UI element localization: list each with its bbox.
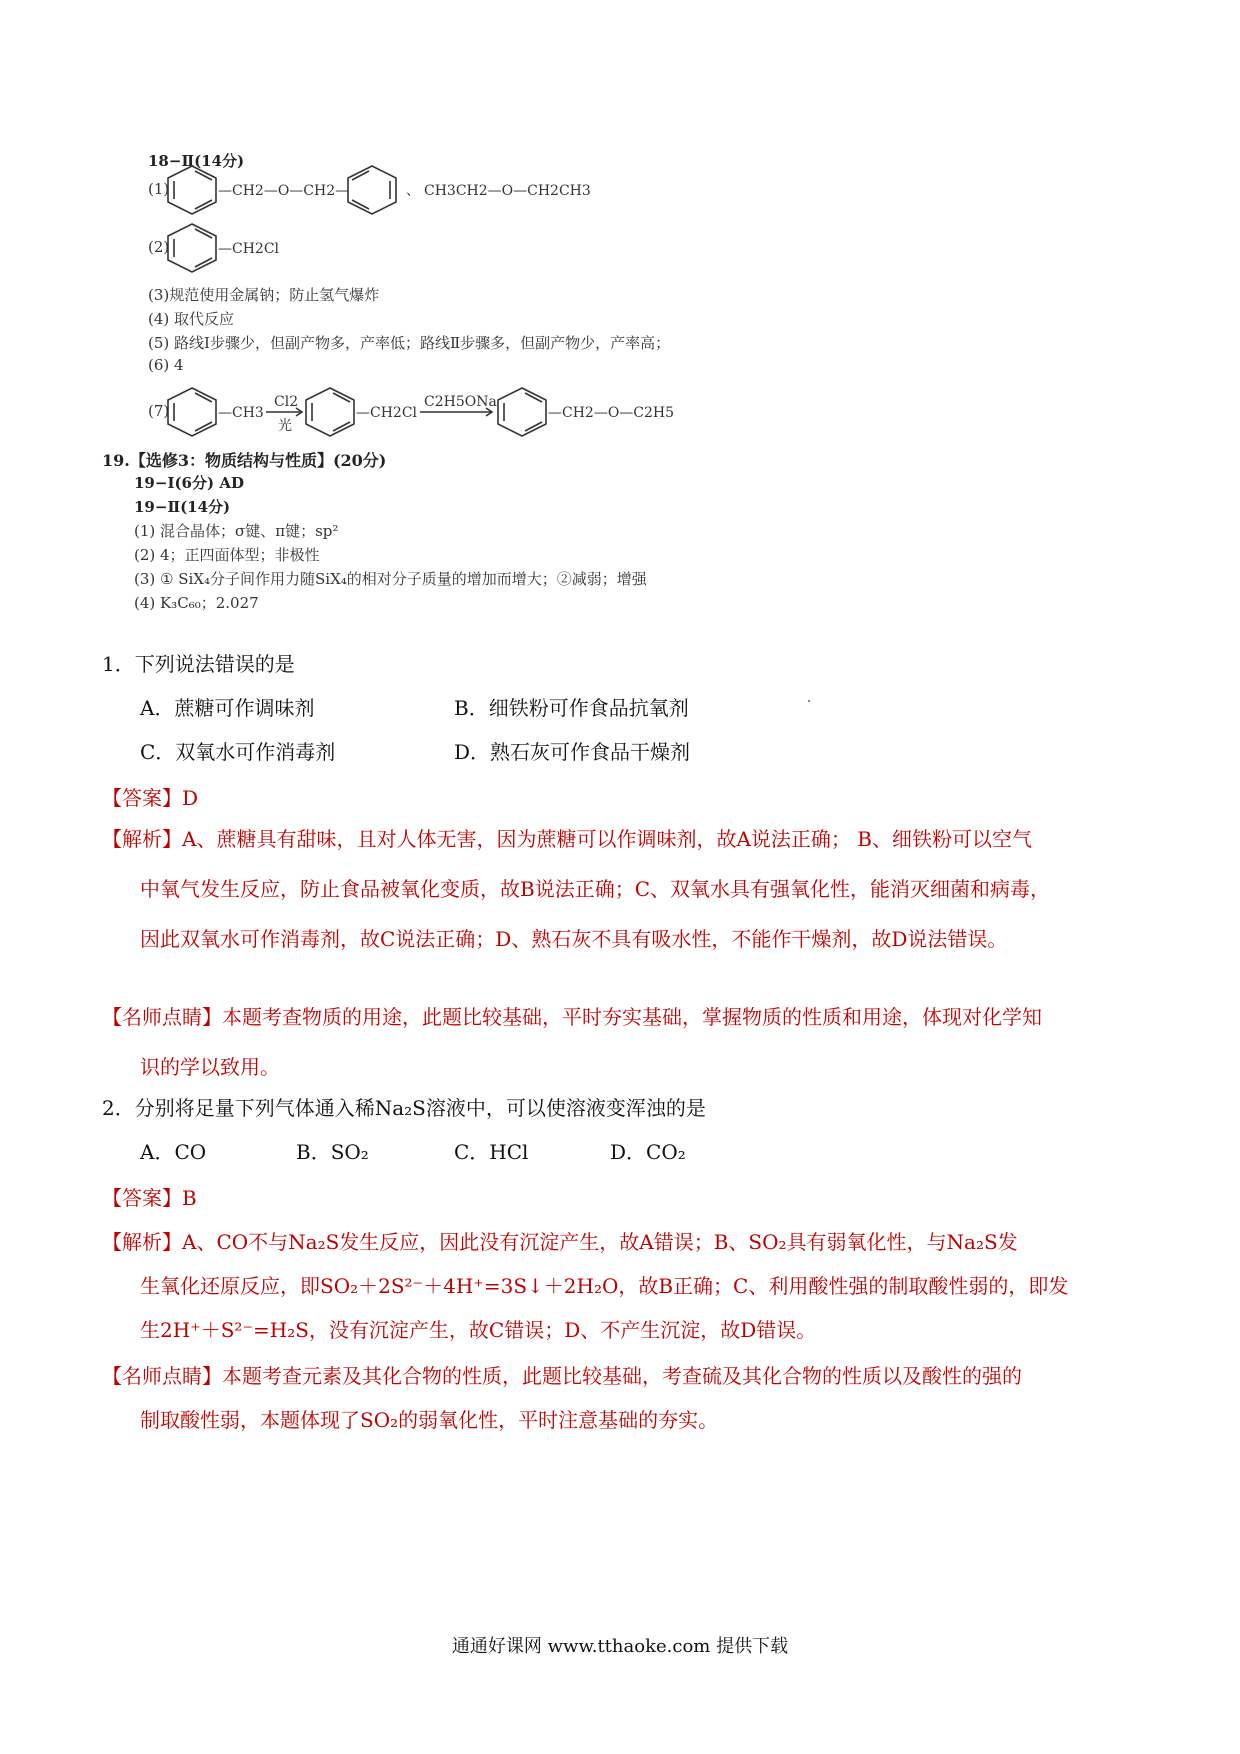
item-18-1-linker: —CH2—O—CH2— [218, 183, 350, 199]
q1-option-a: A．蔗糖可作调味剂 [140, 696, 315, 720]
q2-option-d: D．CO₂ [610, 1140, 686, 1164]
item-18-6: (6) 4 [148, 356, 184, 374]
heading-18-ii: 18−Ⅱ(14分) [148, 152, 245, 170]
item-18-7-ether-product: —CH2—O—C2H5 [548, 405, 675, 421]
q1-answer: 【答案】D [102, 786, 199, 810]
scan-speck [808, 700, 810, 702]
q2-answer: 【答案】B [102, 1186, 197, 1210]
item-18-7-condition-light: 光 [278, 418, 292, 434]
item-19-2: (2) 4；正四面体型；非极性 [134, 546, 320, 564]
item-18-7-number: (7) [148, 402, 170, 420]
item-18-5: (5) 路线Ⅰ步骤少，但副产物多，产率低；路线Ⅱ步骤多，但副产物少，产率高； [148, 334, 671, 352]
item-18-1-number: (1) [148, 180, 170, 198]
q1-tip-label: 【名师点睛】 [102, 1005, 222, 1029]
q2-tip-line1 [102, 1360, 1022, 1389]
q1-option-d: D．熟石灰可作食品干燥剂 [454, 740, 691, 764]
heading-19: 19.【选修3：物质结构与性质】(20分) [102, 451, 387, 470]
item-18-7-reaction-scheme [162, 384, 722, 448]
q1-analysis [102, 814, 1050, 964]
q2-tip-line2: 制取酸性弱，本题体现了SO₂的弱氧化性，平时注意基础的夯实。 [140, 1408, 719, 1432]
page-footer: 通通好课网 www.tthaoke.com 提供下载 [451, 1636, 789, 1657]
q2-analysis-line2: 生氧化还原反应，即SO₂＋2S²⁻＋4H⁺=3S↓＋2H₂O，故B正确；C、利用酸性强的制取酸性弱的，即发 [140, 1274, 1069, 1298]
item-19-3: (3) ① SiX₄分子间作用力随SiX₄的相对分子质量的增加而增大；②减弱；增强 [134, 570, 647, 588]
q2-option-b: B．SO₂ [296, 1140, 369, 1164]
item-18-1-structure-a [162, 162, 591, 222]
heading-19-ii: 19−Ⅱ(14分) [134, 498, 231, 516]
item-18-4: (4) 取代反应 [148, 310, 235, 328]
q2-analysis-line1 [102, 1226, 1018, 1255]
item-19-4: (4) K₃C₆₀；2.027 [134, 594, 259, 612]
item-18-3: (3)规范使用金属钠；防止氢气爆炸 [148, 286, 380, 304]
item-18-1-ether: CH3CH2—O—CH2CH3 [424, 183, 591, 199]
q1-tip-text: 本题考查物质的用途，此题比较基础，平时夯实基础，掌握物质的性质和用途，体现对化学知识的学以致用。 [140, 1005, 1042, 1079]
q2-tip-label: 【名师点睛】 [102, 1364, 222, 1388]
q1-option-c: C．双氧水可作消毒剂 [140, 740, 336, 764]
q1-stem: 1．下列说法错误的是 [102, 652, 295, 676]
q2-analysis-line3: 生2H⁺＋S²⁻=H₂S，没有沉淀产生，故C错误；D、不产生沉淀，故D错误。 [140, 1318, 817, 1342]
q1-analysis-label: 【解析】 [102, 827, 182, 851]
item-18-2-group: —CH2Cl [218, 241, 280, 257]
item-18-1-separator: 、 [406, 183, 420, 199]
q1-analysis-text: A、蔗糖具有甜味，且对人体无害，因为蔗糖可以作调味剂，故A说法正确； B、细铁粉可以空气中氧气发生反应，防止食品被氧化变质，故B说法正确；C、双氧水具有强氧化性，能消灭细菌和病毒，因此双氧水可作消毒剂，故C说法正确；D、熟石灰不具有吸水性，不能作干燥剂，故D说法错误。 [140, 827, 1050, 951]
item-18-2-structure [162, 220, 322, 280]
q2-stem: 2．分别将足量下列气体通入稀Na₂S溶液中，可以使溶液变浑浊的是 [102, 1096, 706, 1120]
q1-option-b: B．细铁粉可作食品抗氧剂 [454, 696, 689, 720]
item-18-7-reagent-cl2: Cl2 [274, 394, 299, 410]
item-18-7-chloromethyl: —CH2Cl [356, 405, 418, 421]
q2-analysis-text-1: A、CO不与Na₂S发生反应，因此没有沉淀产生，故A错误；B、SO₂具有弱氧化性，与Na₂S发 [182, 1230, 1018, 1254]
q2-option-c: C．HCl [454, 1140, 529, 1164]
item-19-i: 19−Ⅰ(6分) AD [134, 474, 244, 492]
q2-option-a: A．CO [140, 1140, 207, 1164]
item-18-7-reagent-naoet: C2H5ONa [424, 394, 497, 410]
item-18-2-number: (2) [148, 238, 170, 256]
q2-tip-text-1: 本题考查元素及其化合物的性质，此题比较基础，考查硫及其化合物的性质以及酸性的强的 [222, 1364, 1022, 1388]
item-18-7-methyl: —CH3 [218, 405, 264, 421]
q2-analysis-label: 【解析】 [102, 1230, 182, 1254]
q1-tip [102, 992, 1050, 1092]
item-19-1: (1) 混合晶体；σ键、π键；sp² [134, 522, 339, 540]
